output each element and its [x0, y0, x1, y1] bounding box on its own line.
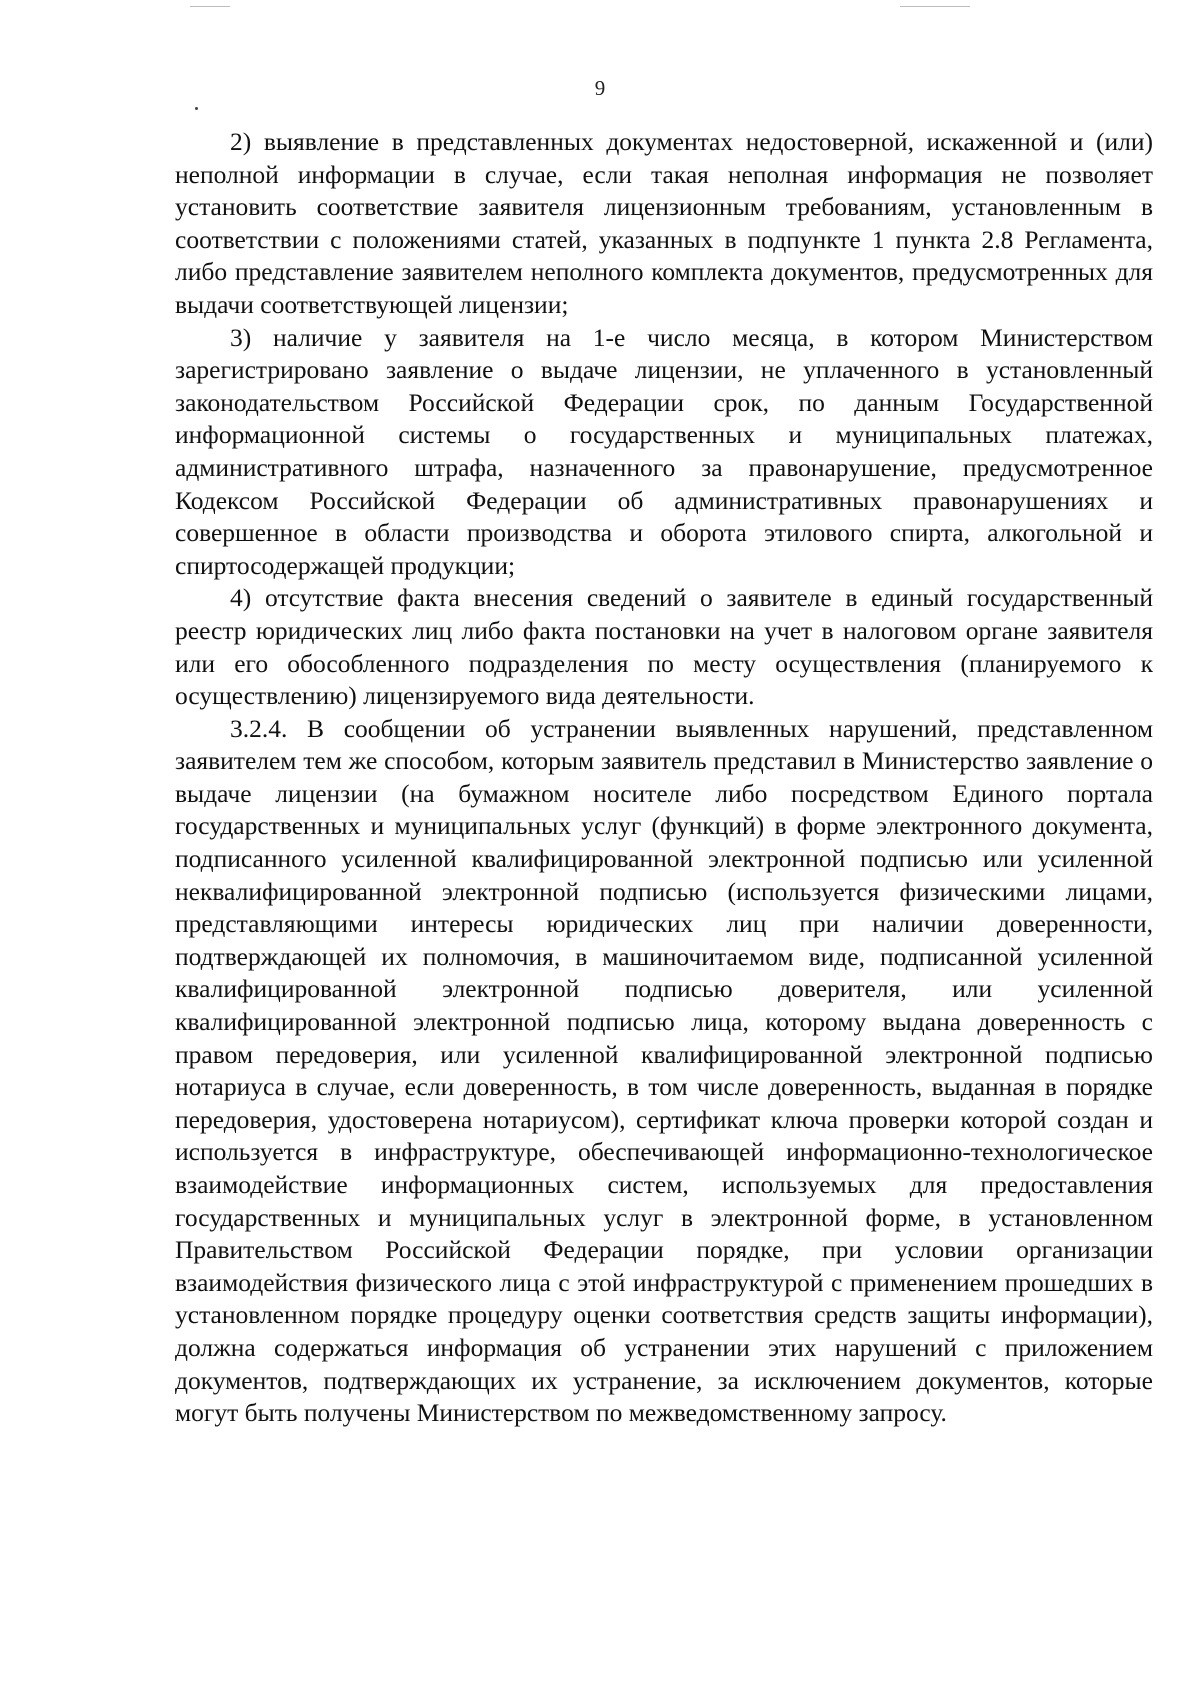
scan-artifact-top-right	[900, 6, 970, 7]
page-number: 9	[594, 76, 606, 100]
document-body	[175, 126, 1153, 1430]
paragraph-item-2: 2) выявление в представленных документах недостоверной, искаженной и (или) неполной информации в случае, если такая неполная информация не позволяет установить соответствие заявителя лицензионным требованиям, установленным в соответствии с положениями статей, указанных в подпункте 1 пункта 2.8 Регламента, либо представление заявителем неполного комплекта документов, предусмотренных для выдачи соответствующей лицензии;	[175, 127, 1153, 319]
paragraph-item-3: 3) наличие у заявителя на 1-е число месяца, в котором Министерством зарегистрировано заявление о выдаче лицензии, не уплаченного в установленный законодательством Российской Федерации срок, по данным Государственной информационной системы о государственных и муниципальных платежах, административного штрафа, назначенного за правонарушение, предусмотренное Кодексом Российской Федерации об административных правонарушениях и совершенное в области производства и оборота этилового спирта, алкогольной и спиртосодержащей продукции;	[175, 322, 1153, 580]
scan-dot	[195, 107, 198, 110]
paragraph-item-4: 4) отсутствие факта внесения сведений о заявителе в единый государственный реестр юридических лиц либо факта постановки на учет в налоговом органе заявителя или его обособленного подразделения по месту осуществления (планируемого к осуществлению) лицензируемого вида деятельности.	[175, 583, 1153, 711]
paragraph-3-2-4: 3.2.4. В сообщении об устранении выявленных нарушений, представленном заявителем тем же способом, которым заявитель представил в Министерство заявление о выдаче лицензии (на бумажном носителе либо посредством Единого портала государственных и муниципальных услуг (функций) в форме электронного документа, подписанного усиленной квалифицированной электронной подписью или усиленной неквалифицированной электронной подписью (используется физическими лицами, представляющими интересы юридических лиц при наличии доверенности, подтверждающей их полномочия, в машиночитаемом виде, подписанной усиленной квалифицированной электронной подписью доверителя, или усиленной квалифицированной электронной подписью лица, которому выдана доверенность с правом передоверия, или усиленной квалифицированной электронной подписью нотариуса в случае, если доверенность, в том числе доверенность, выданная в порядке передоверия, удостоверена нотариусом), сертификат ключа проверки которой создан и используется в инфраструктуре, обеспечивающей информационно-технологическое взаимодействие информационных систем, используемых для предоставления государственных и муниципальных услуг в электронной форме, в установленном Правительством Российской Федерации порядке, при условии организации взаимодействия физического лица с этой инфраструктурой с применением прошедших в установленном порядке процедуру оценки соответствия средств защиты информации), должна содержаться информация об устранении этих нарушений с приложением документов, подтверждающих их устранение, за исключением документов, которые могут быть получены Министерством по межведомственному запросу.	[175, 713, 1153, 1428]
scan-artifact-top-left	[190, 6, 230, 7]
